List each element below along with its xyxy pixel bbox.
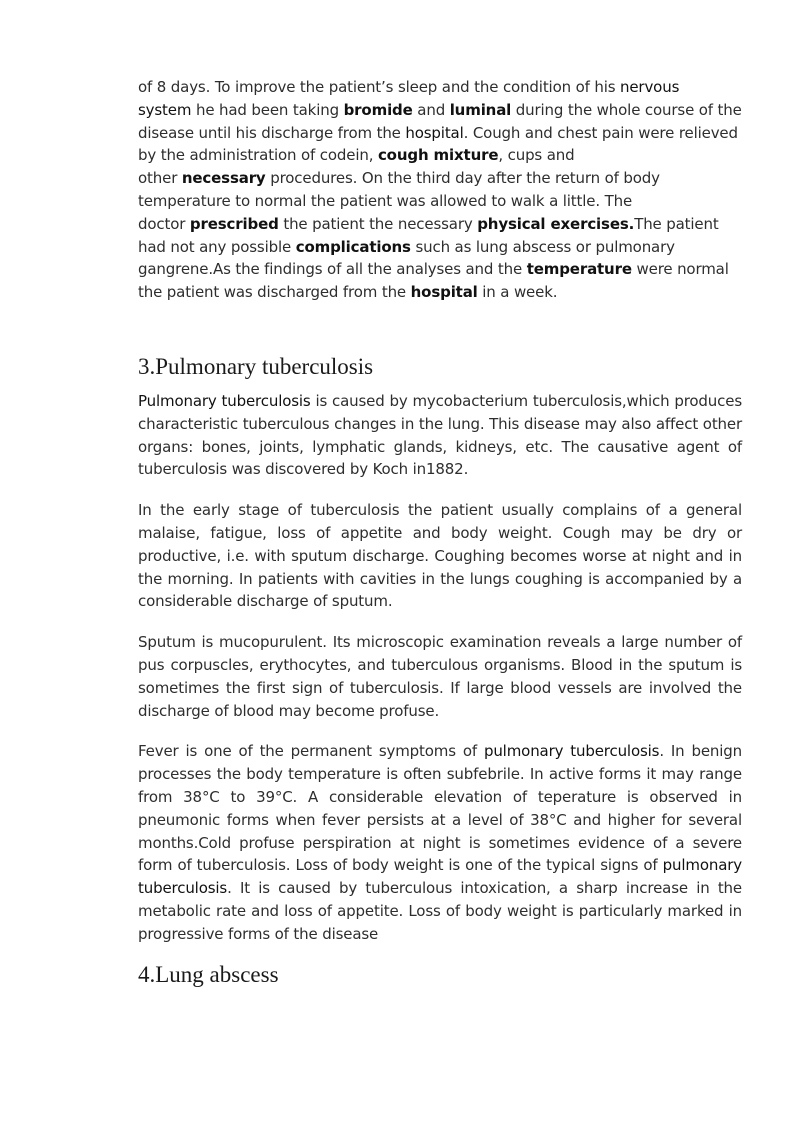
bold-term: temperature <box>526 260 632 279</box>
bold-term: complications <box>295 237 411 256</box>
key-term: system <box>138 100 192 119</box>
bold-term: physical exercises. <box>477 214 635 233</box>
key-term: hospital <box>405 123 464 142</box>
tb-paragraph-sputum <box>138 631 742 722</box>
text-run: is caused by mycobacterium tuberculosis,which produces characteristic tuberculous changes in the lung. This disease may also affect other organs: bones, joints, lymphatic glands, kidneys, etc. The causative agent of tuberculosis was discovered by Koch in1882. <box>138 391 742 479</box>
key-term: Pulmonary tuberculosis <box>138 391 311 410</box>
text-run: during the whole course of the disease until his discharge from the <box>138 100 742 142</box>
text-run: of 8 days. To improve the patient’s sleep and the condition of his <box>138 78 620 96</box>
section-heading-lung-abscess: 4.Lung abscess <box>138 961 279 987</box>
text-run: Sputum is mucopurulent. Its microscopic examination reveals a large number of pus corpuscles, erythocytes, and tuberculous organisms. Blood in the sputum is sometimes the first sign of tuberculosis. If large blood vessels are involved the discharge of blood may become profuse. <box>138 633 742 720</box>
text-run: in a week. <box>477 283 558 302</box>
bold-term: luminal <box>449 100 512 119</box>
text-run: In the early stage of tuberculosis the patient usually complains of a general malaise, fatigue, loss of appetite and body weight. Cough may be dry or productive, i.e. with sputum discharge. Coughing becomes worse at night and in the morning. In patients with cavities in the lungs coughing is accompanied by a considerable discharge of sputum. <box>138 501 742 611</box>
text-run: other <box>138 169 182 188</box>
tb-paragraph-fever <box>138 740 742 945</box>
document-page <box>138 76 742 988</box>
text-run: . Cough and chest pain were relieved by the administration of codein, <box>138 123 738 165</box>
key-term: pulmonary tuberculosis <box>138 856 742 898</box>
text-run: the patient the necessary <box>278 214 478 233</box>
text-run: The patient had not any possible <box>138 214 719 256</box>
text-run: he had been taking <box>191 100 344 119</box>
text-run: were normal the patient was discharged from the <box>138 260 729 302</box>
text-run: . It is caused by tuberculous intoxication, a sharp increase in the metabolic rate and loss of appetite. Loss of body weight is particularly marked in progressive forms of the disease <box>138 879 742 943</box>
bold-term: bromide <box>343 100 413 119</box>
text-run: Fever is one of the permanent symptoms of <box>138 742 484 761</box>
key-term: pulmonary tuberculosis <box>483 742 660 761</box>
tb-paragraph-definition <box>138 390 742 481</box>
text-run: . In benign processes the body temperature is often subfebrile. In active forms it may range from 38°C to 39°C. A considerable elevation of teperature is observed in pneumonic forms when fever persists at a level of 38°C and higher for several months.Cold profuse perspiration at night is sometimes evidence of a severe form of tuberculosis. Loss of body weight is one of the typical signs of <box>138 742 742 875</box>
text-run: and <box>412 100 450 119</box>
bold-term: necessary <box>181 169 266 188</box>
text-run: such as lung abscess or pulmonary gangrene.As the findings of all the analyses and the <box>138 237 675 279</box>
bold-term: hospital <box>410 283 478 302</box>
key-term: nervous <box>620 78 680 96</box>
text-run: doctor <box>138 214 190 233</box>
text-run: procedures. On the third day after the return of body temperature to normal the patient was allowed to walk a little. The <box>138 169 660 210</box>
section-heading-pulmonary-tuberculosis: 3.Pulmonary tuberculosis <box>138 353 374 379</box>
bold-term: prescribed <box>189 214 279 233</box>
tb-paragraph-early-stage <box>138 499 742 613</box>
text-run: , cups and <box>498 146 575 165</box>
bold-term: cough mixture <box>377 146 499 165</box>
intro-paragraph <box>138 76 742 304</box>
